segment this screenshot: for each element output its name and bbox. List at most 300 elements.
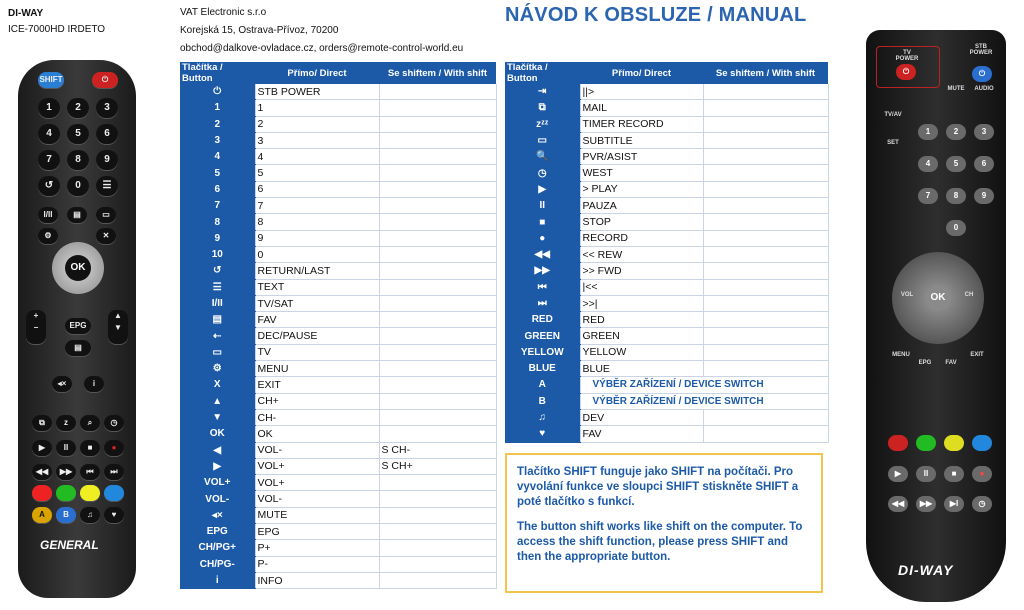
shift-cell [379,409,496,425]
direct-cell: RED [580,312,703,328]
epg-icon: ▤ [65,340,91,356]
shift-cell [703,230,828,246]
mail-icon: ⧉ [32,415,52,431]
shift-cell [703,328,828,344]
direct-cell: FAV [255,312,379,328]
prev-icon: ⏮ [80,464,100,480]
button-cell: 2 [180,116,255,132]
direct-cell: P+ [255,540,379,556]
button-cell: VOL+ [180,475,255,491]
button-cell: 1 [180,100,255,116]
stop-icon: ■ [80,440,100,456]
button-cell: ▶▶ [505,263,580,279]
remote-left-brand: GENERAL [40,538,99,552]
shift-cell [379,198,496,214]
shift-cell [379,491,496,507]
ch-label: CH [964,292,974,298]
button-cell: 9 [180,230,255,246]
mute-label: MUTE [947,86,965,92]
ch-rocker: ▲ ▼ [108,310,128,344]
record-icon: ● [972,466,992,482]
table-row [505,361,828,377]
shift-cell [703,409,828,425]
blue-key [972,435,992,451]
shift-cell [379,540,496,556]
shift-cell [379,100,496,116]
table-row [180,100,496,116]
direct-cell: 7 [255,198,379,214]
timer-icon: ◷ [972,496,992,512]
button-cell: ⇥ [505,84,580,100]
remote-key-8: 8 [946,188,966,204]
shift-cell [379,556,496,572]
company-emails: obchod@dalkove-ovladace.cz, orders@remote-control-world.eu [180,43,464,54]
b-key: B [56,507,76,523]
table-row [180,181,496,197]
direct-cell: |<< [580,279,703,295]
direct-cell: VOL- [255,491,379,507]
shift-cell [379,181,496,197]
button-cell: II [505,198,580,214]
button-cell: ▶ [180,458,255,474]
brand-name: DI-WAY [8,8,44,19]
shift-cell [703,181,828,197]
table-row [180,458,496,474]
button-cell: 5 [180,165,255,181]
remote-key-5: 5 [946,156,966,172]
remote-key-7: 7 [38,150,60,170]
shift-cell [703,295,828,311]
tv-power-icon: ⏻ [896,64,916,80]
shift-cell [379,377,496,393]
table-row [505,84,828,100]
direct-cell: EXIT [255,377,379,393]
col-header-direct: Přímo/ Direct [255,62,379,84]
table-row [505,116,828,132]
button-cell: ▭ [180,344,255,360]
button-cell: B [505,393,580,409]
table-row [505,377,828,393]
shift-cell [379,165,496,181]
table-row [180,312,496,328]
remote-right-brand: DI-WAY [898,562,954,578]
shift-cell [703,361,828,377]
button-cell: 3 [180,132,255,148]
red-key [888,435,908,451]
timer-icon: z [56,415,76,431]
text-icon: ☰ [96,176,118,196]
shift-note [505,453,823,593]
direct-cell: TV [255,344,379,360]
table-row [180,442,496,458]
direct-cell: FAV [580,426,703,442]
direct-cell: DEC/PAUSE [255,328,379,344]
direct-cell: 5 [255,165,379,181]
direct-cell: 1 [255,100,379,116]
shift-cell [379,524,496,540]
shift-cell [703,344,828,360]
shift-cell [379,328,496,344]
table-row [180,279,496,295]
shift-cell [379,344,496,360]
direct-cell: RECORD [580,230,703,246]
remote-key-3: 3 [96,98,118,118]
direct-cell: MAIL [580,100,703,116]
remote-key-2: 2 [67,98,89,118]
shift-cell [703,100,828,116]
direct-cell: DEV [580,409,703,425]
button-cell: ⇠ [180,328,255,344]
search-icon: ⌕ [80,415,100,431]
ok-button: OK [65,255,91,281]
shift-cell: S CH- [379,442,496,458]
vol-label: VOL [900,292,914,298]
table-row [180,344,496,360]
shift-cell [379,475,496,491]
menu-label: MENU [892,352,910,358]
audio-label: AUDIO [974,86,994,92]
direct-cell: >>| [580,295,703,311]
remote-key-3: 3 [974,124,994,140]
direct-cell: 0 [255,246,379,262]
direct-cell: P- [255,556,379,572]
set-label: SET [887,140,899,146]
shift-cell [703,116,828,132]
shift-cell [703,312,828,328]
tv-icon: ▭ [96,207,116,223]
exit-label: EXIT [970,352,984,358]
button-cell: BLUE [505,361,580,377]
shift-cell [703,198,828,214]
button-cell: ▲ [180,393,255,409]
ok-button: OK [925,285,951,311]
button-cell: zᶻᶻ [505,116,580,132]
pause-icon: II [916,466,936,482]
table-row [180,409,496,425]
table-row [180,491,496,507]
shift-cell [703,132,828,148]
table-row [180,328,496,344]
direct-cell: INFO [255,572,379,588]
tv-sat-icon: I/II [38,207,58,223]
rew-icon: ◀◀ [888,496,908,512]
stop-icon: ■ [944,466,964,482]
button-cell: ◂× [180,507,255,523]
tvav-label: TV/AV [884,112,902,118]
remote-key-9: 9 [974,188,994,204]
mute-icon: ◂× [52,376,72,392]
direct-cell: MENU [255,361,379,377]
table-row [505,100,828,116]
shift-cell [379,572,496,588]
direct-cell: >> FWD [580,263,703,279]
pause-icon: II [56,440,76,456]
shift-cell [379,279,496,295]
button-cell: ♫ [505,409,580,425]
button-cell: GREEN [505,328,580,344]
remote-key-6: 6 [974,156,994,172]
button-cell: ⏭ [505,295,580,311]
button-cell: X [180,377,255,393]
table-row [180,84,496,100]
button-cell: 10 [180,246,255,262]
remote-right-image [866,30,1006,602]
remote-key-5: 5 [67,124,89,144]
table-row [180,132,496,148]
shift-cell [379,393,496,409]
remote-left-image [18,60,136,598]
remote-key-8: 8 [67,150,89,170]
direct-cell: EPG [255,524,379,540]
direct-cell: 6 [255,181,379,197]
button-cell: i [180,572,255,588]
play-icon: ▶ [888,466,908,482]
button-cell: CH/PG- [180,556,255,572]
direct-cell: CH- [255,409,379,425]
remote-key-9: 9 [96,150,118,170]
table-row [505,132,828,148]
table-row [505,165,828,181]
table-row [180,198,496,214]
table-row [505,393,828,409]
table-row [180,361,496,377]
remote-key-6: 6 [96,124,118,144]
direct-cell: BLUE [580,361,703,377]
shift-cell [379,116,496,132]
fwd-icon: ▶▶ [56,464,76,480]
button-cell: ■ [505,214,580,230]
table-row [180,507,496,523]
yellow-key [944,435,964,451]
direct-cell: MUTE [255,507,379,523]
music-icon: ♫ [80,507,100,523]
shift-cell [379,295,496,311]
shift-cell: S CH+ [379,458,496,474]
button-cell: ◀◀ [505,246,580,262]
table-row [180,263,496,279]
col-header-shift: Se shiftem / With shift [379,62,496,84]
table-header-row [505,62,828,84]
device-switch-cell: VÝBĚR ZAŘÍZENÍ / DEVICE SWITCH [580,393,828,409]
table-row [180,393,496,409]
table-row [180,556,496,572]
clock-icon: ◷ [104,415,124,431]
table-row [180,540,496,556]
a-key: A [32,507,52,523]
table-row [505,149,828,165]
table-row [505,328,828,344]
button-cell: RED [505,312,580,328]
company-name: VAT Electronic s.r.o [180,7,267,18]
exit-icon: ✕ [96,228,116,244]
shift-cell [379,312,496,328]
table-header-row [180,62,496,84]
remote-key-0: 0 [946,220,966,236]
button-cell: ⏻ [180,84,255,100]
shift-cell [379,426,496,442]
green-key [56,485,76,501]
button-cell: ⏮ [505,279,580,295]
shift-cell [703,84,828,100]
heart-icon: ♥ [104,507,124,523]
play-icon: ▶ [32,440,52,456]
shift-button: SHIFT [38,72,64,88]
button-cell: VOL- [180,491,255,507]
table-row [505,312,828,328]
shift-cell [703,214,828,230]
button-cell: ↺ [180,263,255,279]
table-row [505,230,828,246]
rew-icon: ◀◀ [32,464,52,480]
next-icon: ⏭ [104,464,124,480]
shift-cell [703,426,828,442]
direct-cell: VOL- [255,442,379,458]
remote-key-1: 1 [38,98,60,118]
mapping-table-right [505,62,829,443]
direct-cell: WEST [580,165,703,181]
button-cell: ● [505,230,580,246]
button-cell: ♥ [505,426,580,442]
stb-power-icon: ⏻ [972,66,992,82]
table-row [505,246,828,262]
table-row [180,295,496,311]
table-row [180,475,496,491]
direct-cell: 4 [255,149,379,165]
direct-cell: STB POWER [255,84,379,100]
record-icon: ● [104,440,124,456]
vol-rocker: + − [26,310,46,344]
direct-cell: STOP [580,214,703,230]
blue-key [104,485,124,501]
button-cell: 6 [180,181,255,197]
shift-cell [379,149,496,165]
direct-cell: OK [255,426,379,442]
direct-cell: TV/SAT [255,295,379,311]
model-name: ICE-7000HD IRDETO [8,24,106,35]
direct-cell: PAUZA [580,198,703,214]
table-row [505,426,828,442]
table-row [180,426,496,442]
button-cell: ⧉ [505,100,580,116]
remote-key-4: 4 [918,156,938,172]
direct-cell: TIMER RECORD [580,116,703,132]
shift-cell [703,246,828,262]
button-cell: CH/PG+ [180,540,255,556]
shift-cell [703,165,828,181]
mapping-table-left [180,62,497,589]
red-key [32,485,52,501]
col-header-button: Tlačítka / Button [505,62,580,84]
shift-cell [379,214,496,230]
button-cell: 🔍 [505,149,580,165]
remote-key-4: 4 [38,124,60,144]
table-row [180,524,496,540]
button-cell: ▭ [505,132,580,148]
table-row [180,377,496,393]
menu-icon: ⚙ [38,228,58,244]
shift-cell [703,279,828,295]
button-cell: ▶ [505,181,580,197]
fav-icon: ▤ [67,207,87,223]
table-row [505,409,828,425]
table-row [505,344,828,360]
table-row [505,214,828,230]
shift-cell [379,132,496,148]
button-cell: OK [180,426,255,442]
button-cell: 7 [180,198,255,214]
shift-note-en: The button shift works like shift on the computer. To access the shift function, please press SHIFT and then the appropriate button. [517,521,803,563]
direct-cell: ||> [580,84,703,100]
shift-cell [703,263,828,279]
shift-cell [379,246,496,262]
return-icon: ↺ [38,176,60,196]
col-header-shift: Se shiftem / With shift [703,62,828,84]
table-row [505,263,828,279]
button-cell: ▼ [180,409,255,425]
direct-cell: << REW [580,246,703,262]
shift-cell [703,149,828,165]
info-icon: i [84,376,104,392]
shift-cell [379,84,496,100]
header-contact [180,4,463,58]
remote-key-7: 7 [918,188,938,204]
table-row [180,149,496,165]
direct-cell: 2 [255,116,379,132]
direct-cell: TEXT [255,279,379,295]
direct-cell: VOL+ [255,458,379,474]
epg-label: EPG [918,360,932,366]
company-address: Korejská 15, Ostrava-Přívoz, 70200 [180,25,339,36]
table-row [180,165,496,181]
col-header-direct: Přímo/ Direct [580,62,703,84]
table-row [180,230,496,246]
power-icon: ⏻ [92,72,118,88]
button-cell: I/II [180,295,255,311]
button-cell: ◷ [505,165,580,181]
button-cell: ▤ [180,312,255,328]
tv-power-label: TV POWER [895,50,919,62]
direct-cell: 8 [255,214,379,230]
table-row [505,279,828,295]
button-cell: A [505,377,580,393]
button-cell: YELLOW [505,344,580,360]
header-left [8,6,105,38]
slow-icon: ▶I [944,496,964,512]
shift-note-cz: Tlačítko SHIFT funguje jako SHIFT na počítači. Pro vyvolání funkce ve sloupci SHIFT stiskněte SHIFT a poté tlačítko s funkcí. [517,466,799,508]
remote-key-0: 0 [67,176,89,196]
remote-key-2: 2 [946,124,966,140]
button-cell: ⚙ [180,361,255,377]
button-cell: ☰ [180,279,255,295]
fav-label: FAV [945,360,957,366]
shift-cell [379,361,496,377]
direct-cell: CH+ [255,393,379,409]
direct-cell: GREEN [580,328,703,344]
epg-button: EPG [65,318,91,334]
direct-cell: > PLAY [580,181,703,197]
direct-cell: SUBTITLE [580,132,703,148]
table-row [180,116,496,132]
button-cell: 4 [180,149,255,165]
direct-cell: 9 [255,230,379,246]
shift-cell [379,507,496,523]
direct-cell: 3 [255,132,379,148]
fwd-icon: ▶▶ [916,496,936,512]
shift-cell [379,230,496,246]
direct-cell: PVR/ASIST [580,149,703,165]
stb-power-label: STB POWER [969,44,993,56]
button-cell: 8 [180,214,255,230]
